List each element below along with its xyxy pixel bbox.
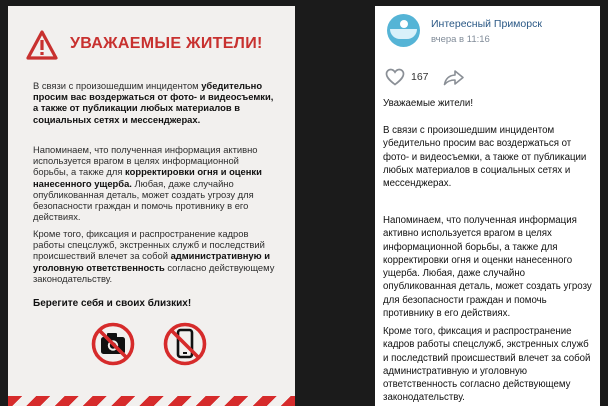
post-greeting: Уважаемые жители! [383, 98, 474, 109]
social-post [375, 6, 600, 406]
poster-closing-line: Берегите себя и своих близких! [33, 298, 192, 309]
post-paragraph-1: В связи с произошедшим инцидентом убедительно просим вас воздержаться от фото- и видеосъемки, а также от публикации любых материалов в социальных сетях и мессенджерах. [383, 125, 587, 190]
post-timestamp[interactable]: вчера в 11:16 [431, 34, 490, 45]
dark-divider [295, 0, 375, 406]
no-phone-icon [162, 321, 208, 367]
like-count: 167 [411, 71, 429, 83]
left-background [0, 0, 8, 406]
avatar[interactable] [387, 14, 420, 47]
heart-icon[interactable] [385, 68, 405, 86]
hazard-stripe [8, 396, 295, 406]
no-camera-icon [90, 321, 136, 367]
post-paragraph-3: Кроме того, фиксация и распространение кадров работы спецслужб, экстренных служб и последствий происшествий влечет за собой административную и уголовную ответственность согласно действующему законодательству. [383, 326, 591, 404]
post-paragraph-2: Напоминаем, что полученная информация активно используется врагом в целях информационной борьбы, а также для корректировки огня и оценки нанесенного ущерба. Любая, даже случайно опубликованная деталь, может создать угрозу для безопасности граждан и помочь противнику в его действиях. [383, 215, 592, 320]
poster-paragraph-2: Напоминаем, что полученная информация активно используется врагом в целях информационной борьбы, а также для корректировки огня и оценки нанесенного ущерба. Любая, даже случайно опубликованная деталь, может создать угрозу для безопасности граждан и помочь противнику в его действиях. [33, 144, 262, 223]
warning-poster-image[interactable] [8, 6, 295, 406]
share-icon[interactable] [443, 69, 465, 86]
poster-paragraph-1: В связи с произошедшим инцидентом убедительно просим вас воздержаться от фото- и видеосъемки, а также от публикации любых материалов в социальных сетях и мессенджерах. [33, 80, 274, 125]
post-author-link[interactable]: Интересный Приморск [431, 18, 542, 30]
poster-paragraph-3: Кроме того, фиксация и распространение кадров работы спецслужб, экстренных служб и последствий происшествий влечет за собой административную и уголовную ответственность согласно действующему законодательству. [33, 228, 275, 284]
warning-icon [26, 30, 58, 60]
post-actions [385, 68, 485, 88]
poster-title: УВАЖАЕМЫЕ ЖИТЕЛИ! [70, 35, 263, 52]
